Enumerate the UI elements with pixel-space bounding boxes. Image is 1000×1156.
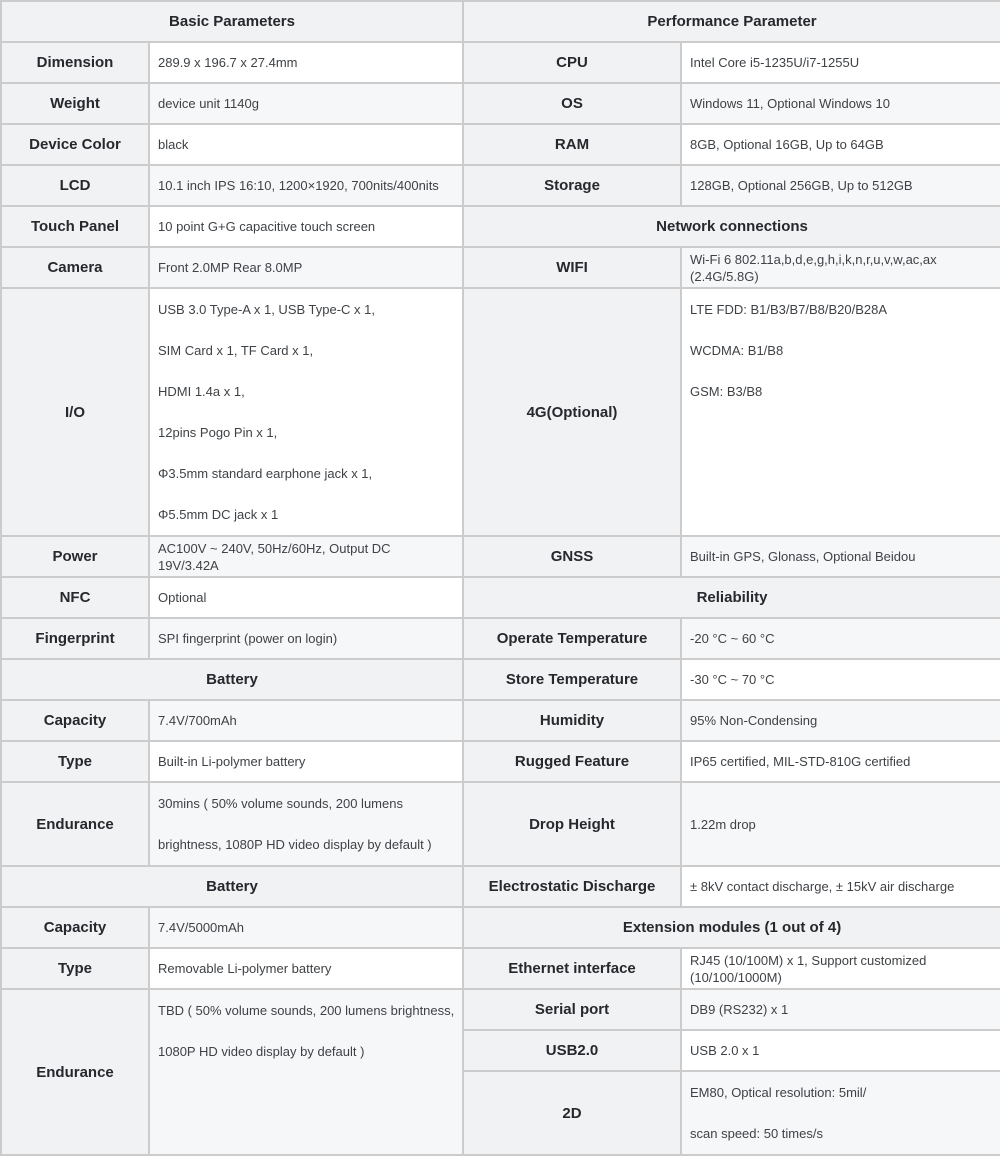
cell-text-line: Intel Core i5-1235U/i7-1255U — [690, 55, 860, 70]
cell-text-line: ± 8kV contact discharge, ± 15kV air discharge — [690, 879, 955, 894]
section-header-reliability — [463, 577, 1000, 618]
table-row — [1, 866, 1000, 907]
spec-value-operate-temperature — [681, 618, 1000, 659]
spec-label-drop-height — [463, 782, 681, 866]
cell-text-line: USB2.0 — [545, 1042, 599, 1059]
section-header-performance-parameter — [463, 1, 1000, 42]
cell-text-line: RJ45 (10/100M) x 1, Support customized — [690, 952, 927, 968]
cell-text-line: Basic Parameters — [169, 13, 295, 30]
cell-text-line: Fingerprint — [35, 630, 115, 647]
cell-text-line: Battery — [206, 878, 258, 895]
cell-text-line: Electrostatic Discharge — [488, 878, 656, 895]
spec-label-type-1 — [1, 741, 149, 782]
spec-label-4g-optional — [463, 288, 681, 536]
spec-value-electrostatic-discharge — [681, 866, 1000, 907]
cell-text-line: Built-in GPS, Glonass, Optional Beidou — [690, 549, 916, 564]
cell-text-line: WIFI — [556, 259, 588, 276]
spec-label-capacity-2 — [1, 907, 149, 948]
spec-label-operate-temperature — [463, 618, 681, 659]
cell-text-line: 289.9 x 196.7 x 27.4mm — [158, 55, 298, 70]
cell-text-line: 95% Non-Condensing — [690, 713, 818, 728]
spec-value-gnss — [681, 536, 1000, 577]
cell-text-line: scan speed: 50 times/s — [690, 1126, 823, 1141]
cell-text-line: 1.22m drop — [690, 816, 756, 832]
spec-label-usb2 — [463, 1030, 681, 1071]
table-row — [1, 907, 1000, 948]
table-row — [1, 83, 1000, 124]
cell-text-line: OS — [561, 95, 583, 112]
spec-value-nfc — [149, 577, 463, 618]
cell-text-line: Φ3.5mm standard earphone jack x 1, — [158, 466, 373, 481]
cell-text-line: Wi-Fi 6 802.11a,b,d,e,g,h,i,k,n,r,u,v,w,ac,ax — [690, 251, 937, 267]
cell-text-line: USB 3.0 Type-A x 1, USB Type-C x 1, — [158, 302, 376, 317]
cell-text-line: Weight — [50, 95, 100, 112]
cell-text-line: 7.4V/5000mAh — [158, 920, 245, 935]
cell-text-line: WCDMA: B1/B8 — [690, 343, 784, 358]
spec-label-wifi — [463, 247, 681, 288]
cell-text-line: Touch Panel — [30, 218, 120, 235]
cell-text-line: I/O — [64, 403, 85, 421]
spec-value-2d — [681, 1071, 1000, 1155]
spec-value-endurance-1 — [149, 782, 463, 866]
cell-text-line: 8GB, Optional 16GB, Up to 64GB — [690, 137, 884, 152]
cell-text-line: LTE FDD: B1/B3/B7/B8/B20/B28A — [690, 302, 888, 317]
section-header-extension-modules — [463, 907, 1000, 948]
cell-text-line: Type — [58, 753, 92, 770]
cell-text-line: RAM — [554, 136, 590, 153]
table-row — [1, 42, 1000, 83]
cell-text-line: SIM Card x 1, TF Card x 1, — [158, 343, 314, 358]
spec-value-store-temperature — [681, 659, 1000, 700]
cell-text-line: brightness, 1080P HD video display by default ) — [158, 837, 432, 852]
cell-text-line: 10.1 inch IPS 16:10, 1200×1920, 700nits/400nits — [158, 178, 439, 193]
spec-value-rugged-feature — [681, 741, 1000, 782]
cell-text-line: Capacity — [43, 712, 107, 729]
spec-label-humidity — [463, 700, 681, 741]
cell-text-line: Optional — [158, 590, 207, 605]
spec-value-capacity-2 — [149, 907, 463, 948]
table-row — [1, 700, 1000, 741]
spec-table-body — [1, 1, 1000, 1155]
spec-value-storage — [681, 165, 1000, 206]
spec-value-fingerprint — [149, 618, 463, 659]
spec-value-ethernet-interface — [681, 948, 1000, 989]
spec-value-4g-optional — [681, 288, 1000, 536]
section-header-basic-parameters — [1, 1, 463, 42]
table-row — [1, 948, 1000, 989]
cell-text-line: Windows 11, Optional Windows 10 — [690, 96, 890, 111]
spec-value-wifi — [681, 247, 1000, 288]
table-row — [1, 741, 1000, 782]
cell-text-line: NFC — [59, 589, 91, 606]
spec-value-usb2 — [681, 1030, 1000, 1071]
table-row — [1, 288, 1000, 536]
spec-value-device-color — [149, 124, 463, 165]
cell-text-line: 1080P HD video display by default ) — [158, 1044, 365, 1059]
cell-text-line: Network connections — [656, 218, 808, 235]
section-header-battery-1 — [1, 659, 463, 700]
spec-label-power — [1, 536, 149, 577]
cell-text-line: Φ5.5mm DC jack x 1 — [158, 507, 279, 522]
cell-text-line: Storage — [544, 177, 600, 194]
cell-text-line: Ethernet interface — [508, 960, 636, 977]
cell-text-line: Dimension — [36, 54, 114, 71]
spec-label-lcd — [1, 165, 149, 206]
spec-label-rugged-feature — [463, 741, 681, 782]
spec-label-ethernet-interface — [463, 948, 681, 989]
spec-label-weight — [1, 83, 149, 124]
table-row — [1, 206, 1000, 247]
cell-text-line: black — [158, 137, 189, 152]
spec-label-type-2 — [1, 948, 149, 989]
spec-label-dimension — [1, 42, 149, 83]
cell-text-line: Built-in Li-polymer battery — [158, 754, 306, 769]
table-row — [1, 659, 1000, 700]
spec-value-lcd — [149, 165, 463, 206]
cell-text-line: 4G(Optional) — [526, 403, 618, 421]
spec-label-2d — [463, 1071, 681, 1155]
spec-value-os — [681, 83, 1000, 124]
cell-text-line: Type — [58, 960, 92, 977]
cell-text-line: device unit 1140g — [158, 96, 259, 111]
table-row — [1, 536, 1000, 577]
spec-label-gnss — [463, 536, 681, 577]
cell-text-line: Capacity — [43, 919, 107, 936]
cell-text-line: Drop Height — [529, 815, 615, 833]
spec-label-os — [463, 83, 681, 124]
cell-text-line: Humidity — [539, 712, 605, 729]
table-row — [1, 247, 1000, 288]
spec-label-device-color — [1, 124, 149, 165]
spec-value-humidity — [681, 700, 1000, 741]
cell-text-line: Operate Temperature — [496, 630, 648, 647]
cell-text-line: Front 2.0MP Rear 8.0MP — [158, 260, 303, 275]
spec-label-endurance-2 — [1, 989, 149, 1155]
spec-value-camera — [149, 247, 463, 288]
table-row — [1, 618, 1000, 659]
cell-text-line: USB 2.0 x 1 — [690, 1043, 760, 1058]
spec-label-io — [1, 288, 149, 536]
cell-text-line: Endurance — [36, 1063, 114, 1081]
cell-text-line: Removable Li-polymer battery — [158, 961, 332, 976]
cell-text-line: DB9 (RS232) x 1 — [690, 1002, 789, 1017]
spec-value-type-2 — [149, 948, 463, 989]
section-header-network-connections — [463, 206, 1000, 247]
cell-text-line: Battery — [206, 671, 258, 688]
cell-text-line: 128GB, Optional 256GB, Up to 512GB — [690, 178, 913, 193]
cell-text-line: 12pins Pogo Pin x 1, — [158, 425, 278, 440]
spec-value-type-1 — [149, 741, 463, 782]
cell-text-line: Store Temperature — [505, 671, 639, 688]
cell-text-line: 2D — [562, 1104, 582, 1122]
table-row — [1, 782, 1000, 866]
spec-label-serial-port — [463, 989, 681, 1030]
spec-label-fingerprint — [1, 618, 149, 659]
spec-value-ram — [681, 124, 1000, 165]
spec-value-power — [149, 536, 463, 577]
table-row — [1, 989, 1000, 1030]
spec-value-io — [149, 288, 463, 536]
spec-label-storage — [463, 165, 681, 206]
cell-text-line: EM80, Optical resolution: 5mil/ — [690, 1085, 867, 1100]
cell-text-line: (10/100/1000M) — [690, 969, 782, 985]
cell-text-line: Extension modules (1 out of 4) — [622, 919, 842, 936]
spec-label-store-temperature — [463, 659, 681, 700]
cell-text-line: 30mins ( 50% volume sounds, 200 lumens — [158, 796, 403, 811]
cell-text-line: TBD ( 50% volume sounds, 200 lumens brightness, — [158, 1003, 455, 1018]
spec-label-electrostatic-discharge — [463, 866, 681, 907]
cell-text-line: Device Color — [29, 136, 121, 153]
cell-text-line: GNSS — [550, 548, 594, 565]
cell-text-line: HDMI 1.4a x 1, — [158, 384, 245, 399]
cell-text-line: Performance Parameter — [647, 13, 817, 30]
table-row — [1, 124, 1000, 165]
spec-label-capacity-1 — [1, 700, 149, 741]
cell-text-line: IP65 certified, MIL-STD-810G certified — [690, 754, 911, 769]
spec-value-dimension — [149, 42, 463, 83]
spec-label-touch-panel — [1, 206, 149, 247]
cell-text-line: (2.4G/5.8G) — [690, 268, 759, 284]
spec-label-ram — [463, 124, 681, 165]
cell-text-line: Rugged Feature — [514, 753, 630, 770]
cell-text-line: Power — [52, 548, 98, 565]
section-header-battery-2 — [1, 866, 463, 907]
cell-text-line: 7.4V/700mAh — [158, 713, 237, 728]
spec-value-capacity-1 — [149, 700, 463, 741]
cell-text-line: Endurance — [36, 815, 114, 833]
cell-text-line: GSM: B3/B8 — [690, 384, 763, 399]
table-row — [1, 1, 1000, 42]
spec-value-weight — [149, 83, 463, 124]
spec-value-endurance-2 — [149, 989, 463, 1155]
spec-label-cpu — [463, 42, 681, 83]
cell-text-line: CPU — [556, 54, 588, 71]
spec-label-camera — [1, 247, 149, 288]
spec-value-drop-height — [681, 782, 1000, 866]
spec-value-cpu — [681, 42, 1000, 83]
table-row — [1, 577, 1000, 618]
cell-text-line: -30 °C ~ 70 °C — [690, 672, 775, 687]
cell-text-line: Serial port — [534, 1001, 610, 1018]
cell-text-line: SPI fingerprint (power on login) — [158, 631, 338, 646]
cell-text-line: -20 °C ~ 60 °C — [690, 631, 775, 646]
cell-text-line: 10 point G+G capacitive touch screen — [158, 219, 376, 234]
table-row — [1, 165, 1000, 206]
spec-value-serial-port — [681, 989, 1000, 1030]
cell-text-line: LCD — [59, 177, 91, 194]
cell-text-line: Reliability — [696, 589, 768, 606]
spec-label-nfc — [1, 577, 149, 618]
cell-text-line: AC100V ~ 240V, 50Hz/60Hz, Output DC 19V/3.42A — [158, 540, 391, 573]
cell-text-line: Camera — [47, 259, 103, 276]
spec-label-endurance-1 — [1, 782, 149, 866]
spec-value-touch-panel — [149, 206, 463, 247]
